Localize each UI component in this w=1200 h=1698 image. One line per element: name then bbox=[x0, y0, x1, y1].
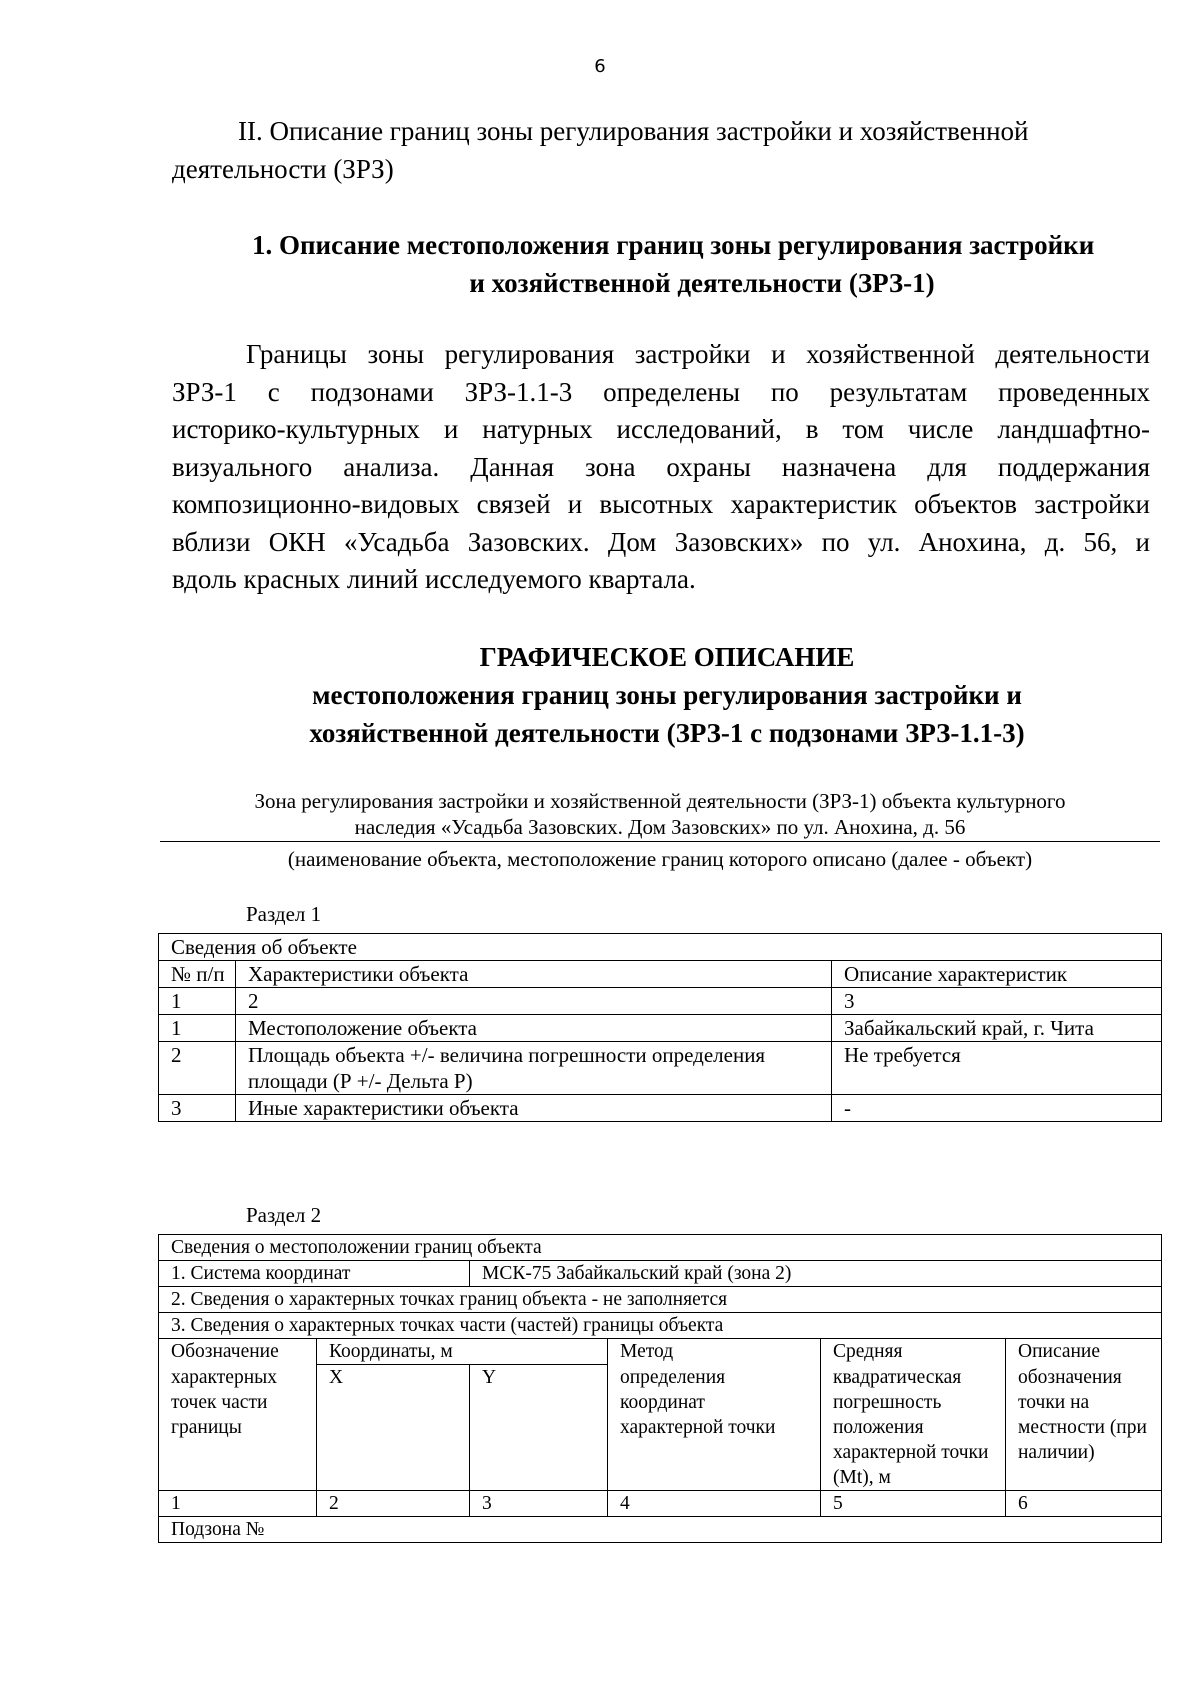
table-row bbox=[159, 934, 1162, 961]
table-row bbox=[159, 1015, 1162, 1042]
boundary-info-table bbox=[158, 1234, 1162, 1543]
column-number: 6 bbox=[1006, 1490, 1162, 1516]
column-header-description: Описание характеристик bbox=[832, 961, 1162, 988]
table-row bbox=[159, 961, 1162, 988]
table-row bbox=[159, 988, 1162, 1015]
graphic-description-title bbox=[172, 638, 1162, 752]
column-number: 3 bbox=[470, 1490, 608, 1516]
table-row bbox=[159, 1261, 1162, 1287]
table-cell: Площадь объекта +/- величина погрешности определения площади (Р +/- Дельта Р) bbox=[236, 1042, 832, 1095]
column-header-characteristics: Характеристики объекта bbox=[236, 961, 832, 988]
table-cell: Не требуется bbox=[832, 1042, 1162, 1095]
column-header-error: квадратическая погрешность положения характерной точки (Mt), м bbox=[821, 1365, 1006, 1491]
paragraph-line: визуального анализа. Данная зона охраны назначена для поддержания bbox=[172, 451, 1150, 482]
column-header-x: X bbox=[317, 1365, 470, 1491]
subsection-heading-line-2: и хозяйственной деятельности (ЗРЗ-1) bbox=[469, 268, 935, 298]
column-number: 1 bbox=[159, 988, 236, 1015]
column-number: 4 bbox=[608, 1490, 821, 1516]
object-name bbox=[160, 788, 1160, 840]
section-heading-line-2: деятельности (ЗРЗ) bbox=[172, 154, 394, 184]
object-name-underline bbox=[160, 841, 1160, 842]
points-row: 2. Сведения о характерных точках границ объекта - не заполняется bbox=[159, 1287, 1162, 1313]
paragraph-line: историко-культурных и натурных исследований, в том числе ландшафтно- bbox=[172, 414, 1150, 444]
table-cell: 2 bbox=[159, 1042, 236, 1095]
table-row bbox=[159, 1365, 1162, 1491]
column-number: 1 bbox=[159, 1490, 317, 1516]
graphic-title-line-1: ГРАФИЧЕСКОЕ ОПИСАНИЕ bbox=[479, 642, 855, 672]
table-row bbox=[159, 1516, 1162, 1542]
column-number: 2 bbox=[236, 988, 832, 1015]
table-cell: Иные характеристики объекта bbox=[236, 1095, 832, 1122]
subsection-heading-line-1: 1. Описание местоположения границ зоны регулирования застройки bbox=[252, 230, 1095, 260]
column-number: 2 bbox=[317, 1490, 470, 1516]
table-header: Сведения о местоположении границ объекта bbox=[159, 1235, 1162, 1261]
paragraph-line: Границы зоны регулирования застройки и хозяйственной деятельности bbox=[246, 339, 1150, 369]
column-number: 5 bbox=[821, 1490, 1006, 1516]
section-heading-line-1: II. Описание границ зоны регулирования застройки и хозяйственной bbox=[238, 116, 1029, 146]
subzone-row: Подзона № bbox=[159, 1516, 1162, 1542]
table-row bbox=[159, 1313, 1162, 1339]
table-row bbox=[159, 1490, 1162, 1516]
table-header: Сведения об объекте bbox=[159, 934, 1162, 961]
column-header-coordinates: Координаты, м bbox=[317, 1339, 608, 1365]
column-header-designation-top: Обозначение bbox=[159, 1339, 317, 1365]
table-row bbox=[159, 1235, 1162, 1261]
object-info-table bbox=[158, 933, 1162, 1122]
coord-system-label: 1. Система координат bbox=[159, 1261, 470, 1287]
subsection-heading bbox=[172, 226, 1162, 302]
paragraph-line: вблизи ОКН «Усадьба Зазовских. Дом Зазовских» по ул. Анохина, д. 56, и bbox=[172, 526, 1150, 557]
column-header-no: № п/п bbox=[159, 961, 236, 988]
table-cell: Забайкальский край, г. Чита bbox=[832, 1015, 1162, 1042]
table-row bbox=[159, 1042, 1162, 1095]
column-header-method: определения координат характерной точки bbox=[608, 1365, 821, 1491]
table-cell: 3 bbox=[159, 1095, 236, 1122]
column-header-method-top: Метод bbox=[608, 1339, 821, 1365]
table-cell: Местоположение объекта bbox=[236, 1015, 832, 1042]
object-name-line-1: Зона регулирования застройки и хозяйственной деятельности (ЗРЗ-1) объекта культурного bbox=[254, 789, 1066, 813]
table-cell: - bbox=[832, 1095, 1162, 1122]
column-header-description-top: Описание bbox=[1006, 1339, 1162, 1365]
coord-system-value: МСК-75 Забайкальский край (зона 2) bbox=[470, 1261, 1162, 1287]
object-name-line-2: наследия «Усадьба Зазовских. Дом Зазовских» по ул. Анохина, д. 56 bbox=[354, 815, 966, 839]
column-header-description: обозначения точки на местности (при наличии) bbox=[1006, 1365, 1162, 1491]
paragraph-line: вдоль красных линий исследуемого квартала. bbox=[172, 564, 696, 594]
graphic-title-line-2: местоположения границ зоны регулирования застройки и bbox=[312, 680, 1022, 710]
page-number: 6 bbox=[594, 56, 606, 77]
column-number: 3 bbox=[832, 988, 1162, 1015]
column-header-designation: характерных точек части границы bbox=[159, 1365, 317, 1491]
column-header-y: Y bbox=[470, 1365, 608, 1491]
object-name-caption: (наименование объекта, местоположение границ которого описано (далее - объект) bbox=[287, 847, 1033, 871]
table-row bbox=[159, 1339, 1162, 1365]
paragraph-line: ЗРЗ-1 с подзонами ЗРЗ-1.1-3 определены по результатам проведенных bbox=[172, 376, 1150, 407]
parts-row: 3. Сведения о характерных точках части (частей) границы объекта bbox=[159, 1313, 1162, 1339]
body-paragraph bbox=[172, 336, 1150, 599]
table-cell: 1 bbox=[159, 1015, 236, 1042]
section-heading bbox=[172, 112, 1162, 188]
column-header-error-top: Средняя bbox=[821, 1339, 1006, 1365]
table-row bbox=[159, 1287, 1162, 1313]
table-row bbox=[159, 1095, 1162, 1122]
razdel-2-label: Раздел 2 bbox=[246, 1203, 322, 1227]
graphic-title-line-3: хозяйственной деятельности (ЗРЗ-1 с подзонами ЗРЗ-1.1-3) bbox=[309, 718, 1025, 748]
paragraph-line: композиционно-видовых связей и высотных характеристик объектов застройки bbox=[172, 489, 1150, 519]
razdel-1-label: Раздел 1 bbox=[246, 902, 322, 926]
